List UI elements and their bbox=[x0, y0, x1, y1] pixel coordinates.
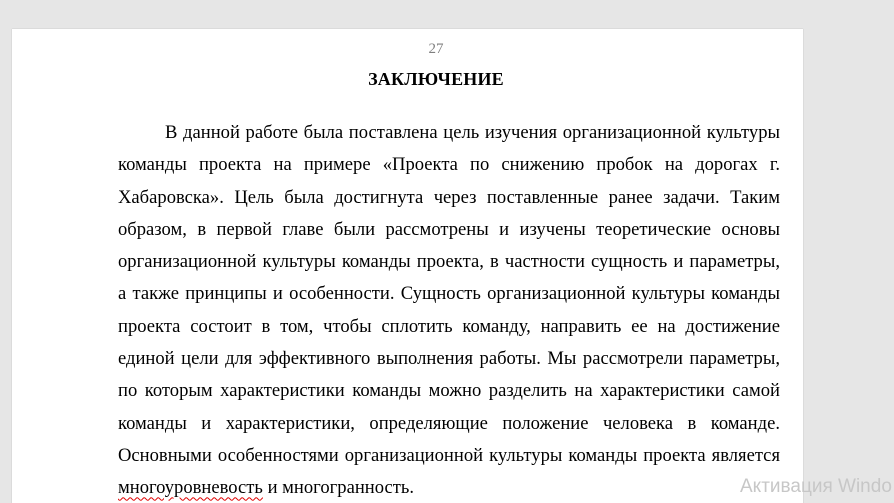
text-line: по которым характеристики команды можно разделить на характеристики самой bbox=[118, 380, 780, 402]
document-page[interactable] bbox=[12, 29, 803, 503]
text-line: Хабаровска». Цель была достигнута через поставленные ранее задачи. Таким bbox=[118, 186, 780, 208]
text-line: единой цели для эффективного выполнения работы. Мы рассмотрели параметры, bbox=[118, 348, 780, 370]
windows-activation-watermark: Активация Windo bbox=[740, 476, 892, 497]
section-title: ЗАКЛЮЧЕНИЕ bbox=[368, 69, 504, 89]
text-line: команды проекта на примере «Проекта по снижению пробок на дорогах г. bbox=[118, 154, 780, 176]
text-line: а также принципы и особенности. Сущность организационной культуры команды bbox=[118, 283, 780, 305]
text-line: организационной культуры команды проекта, в частности сущность и параметры, bbox=[118, 251, 780, 273]
text-line: проекта состоит в том, чтобы сплотить команду, направить ее на достижение bbox=[118, 315, 780, 337]
text-line-rest: и многогранность. bbox=[262, 477, 414, 499]
text-line: образом, в первой главе были рассмотрены и изучены теоретические основы bbox=[118, 218, 780, 240]
text-line: команды и характеристики, определяющие положение человека в команде. bbox=[118, 412, 780, 434]
text-line-last bbox=[118, 477, 780, 503]
page-number: 27 bbox=[428, 41, 444, 57]
body-paragraph[interactable] bbox=[118, 122, 780, 503]
text-line: Основными особенностями организационной культуры команды проекта является bbox=[118, 444, 780, 466]
misspelled-word[interactable]: многоуровневость bbox=[118, 477, 263, 499]
text-line: В данной работе была поставлена цель изучения организационной культуры bbox=[165, 122, 780, 143]
